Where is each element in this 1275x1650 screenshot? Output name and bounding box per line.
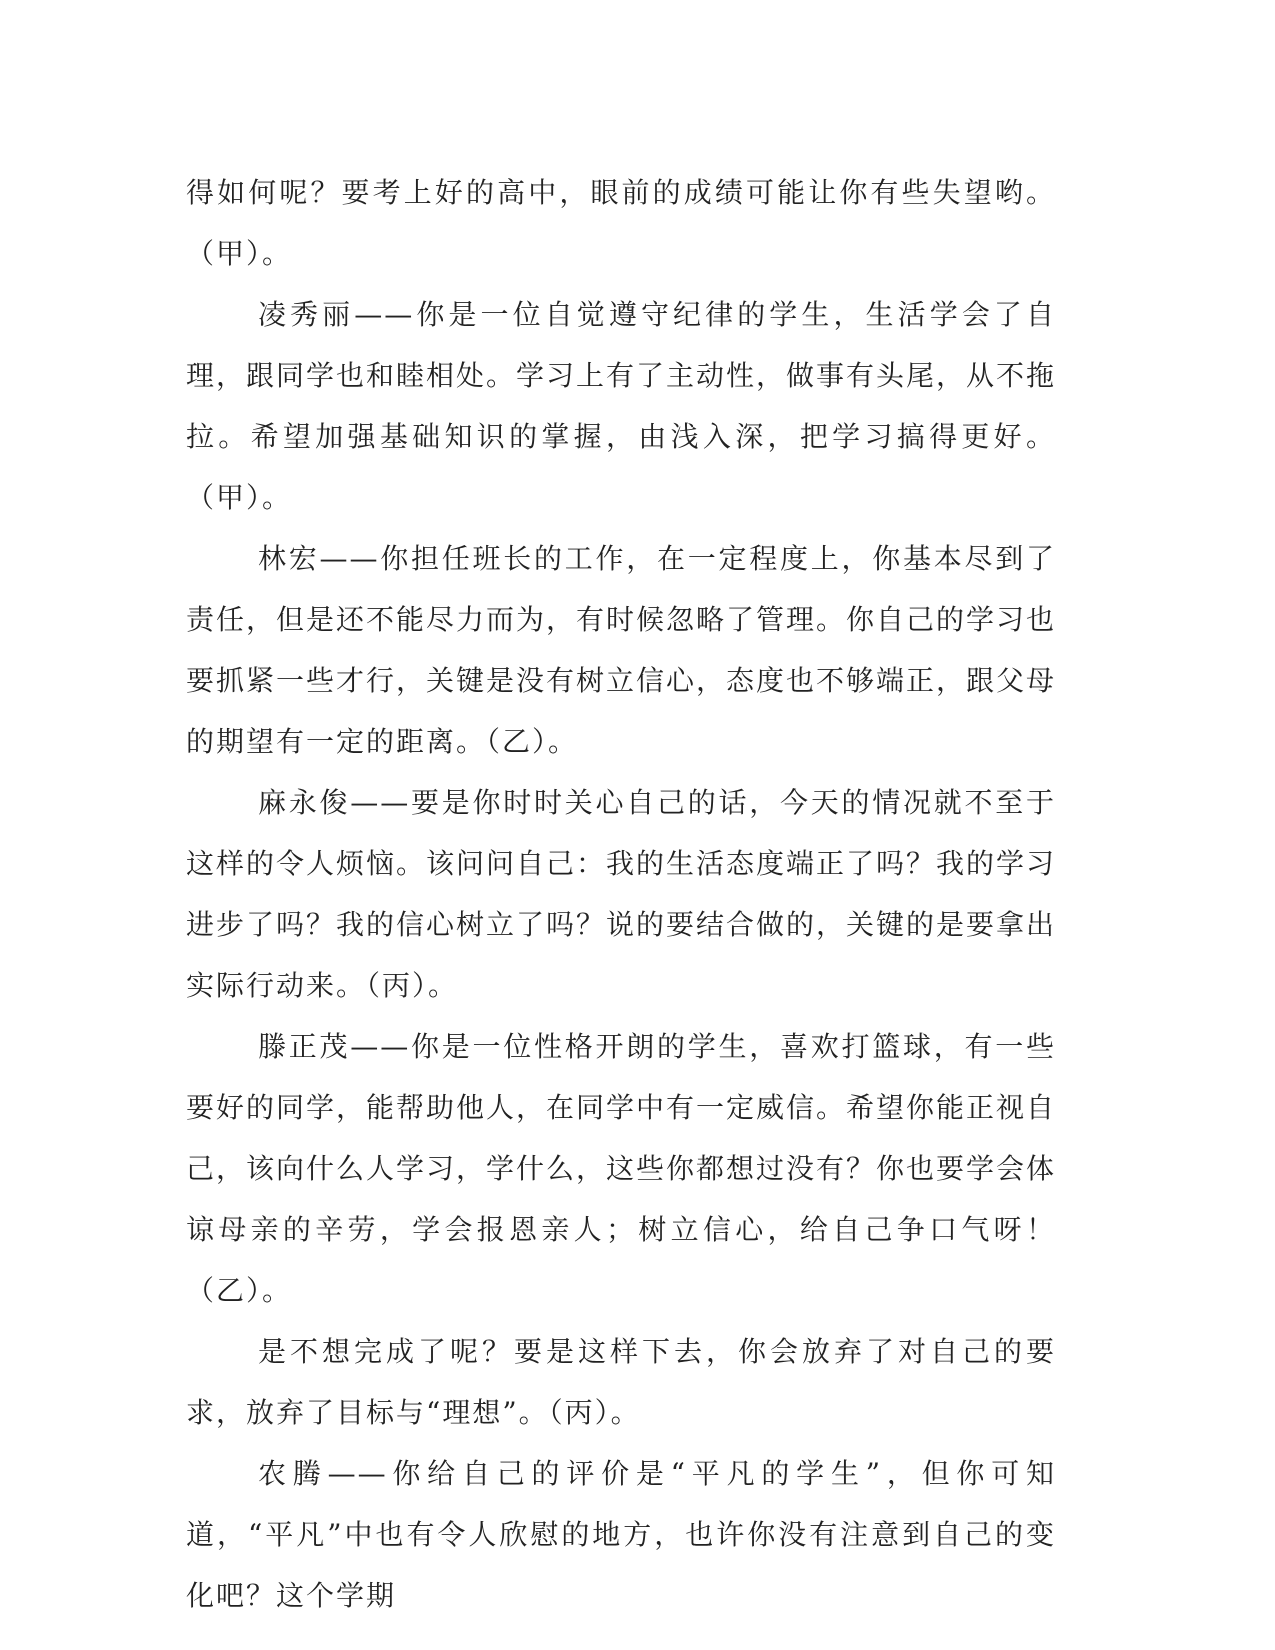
- paragraph-lin-hong: 林宏——你担任班长的工作，在一定程度上，你基本尽到了责任，但是还不能尽力而为，有时候忽略了管理。你自己的学习也要抓紧一些才行，关键是没有树立信心，态度也不够端正，跟父母的期望有一定的距离。（乙）。: [186, 542, 1057, 758]
- paragraph-ma-yongjun: 麻永俊——要是你时时关心自己的话，今天的情况就不至于这样的令人烦恼。该问问自己：我的生活态度端正了吗？我的学习进步了吗？我的信心树立了吗？说的要结合做的，关键的是要拿出实际行动来。（丙）。: [186, 786, 1057, 1002]
- document-body: [186, 162, 1056, 1626]
- paragraph-teng-zhengmao: 滕正茂——你是一位性格开朗的学生，喜欢打篮球，有一些要好的同学，能帮助他人，在同学中有一定威信。希望你能正视自己，该向什么人学习，学什么，这些你都想过没有？你也要学会体谅母亲的辛劳，学会报恩亲人；树立信心，给自己争口气呀！（乙）。: [186, 1030, 1057, 1307]
- paragraph-continuation: 得如何呢？要考上好的高中，眼前的成绩可能让你有些失望哟。（甲）。: [186, 176, 1056, 270]
- paragraph-fragment: 是不想完成了呢？要是这样下去，你会放弃了对自己的要求，放弃了目标与“理想”。（丙）。: [186, 1335, 1056, 1429]
- paragraph-ling-xiuli: 凌秀丽——你是一位自觉遵守纪律的学生，生活学会了自理，跟同学也和睦相处。学习上有了主动性，做事有头尾，从不拖拉。希望加强基础知识的掌握，由浅入深，把学习搞得更好。（甲）。: [186, 298, 1057, 514]
- paragraph-nong-teng: 农腾——你给自己的评价是“平凡的学生”，但你可知道，“平凡”中也有令人欣慰的地方，也许你没有注意到自己的变化吧？这个学期: [186, 1457, 1056, 1612]
